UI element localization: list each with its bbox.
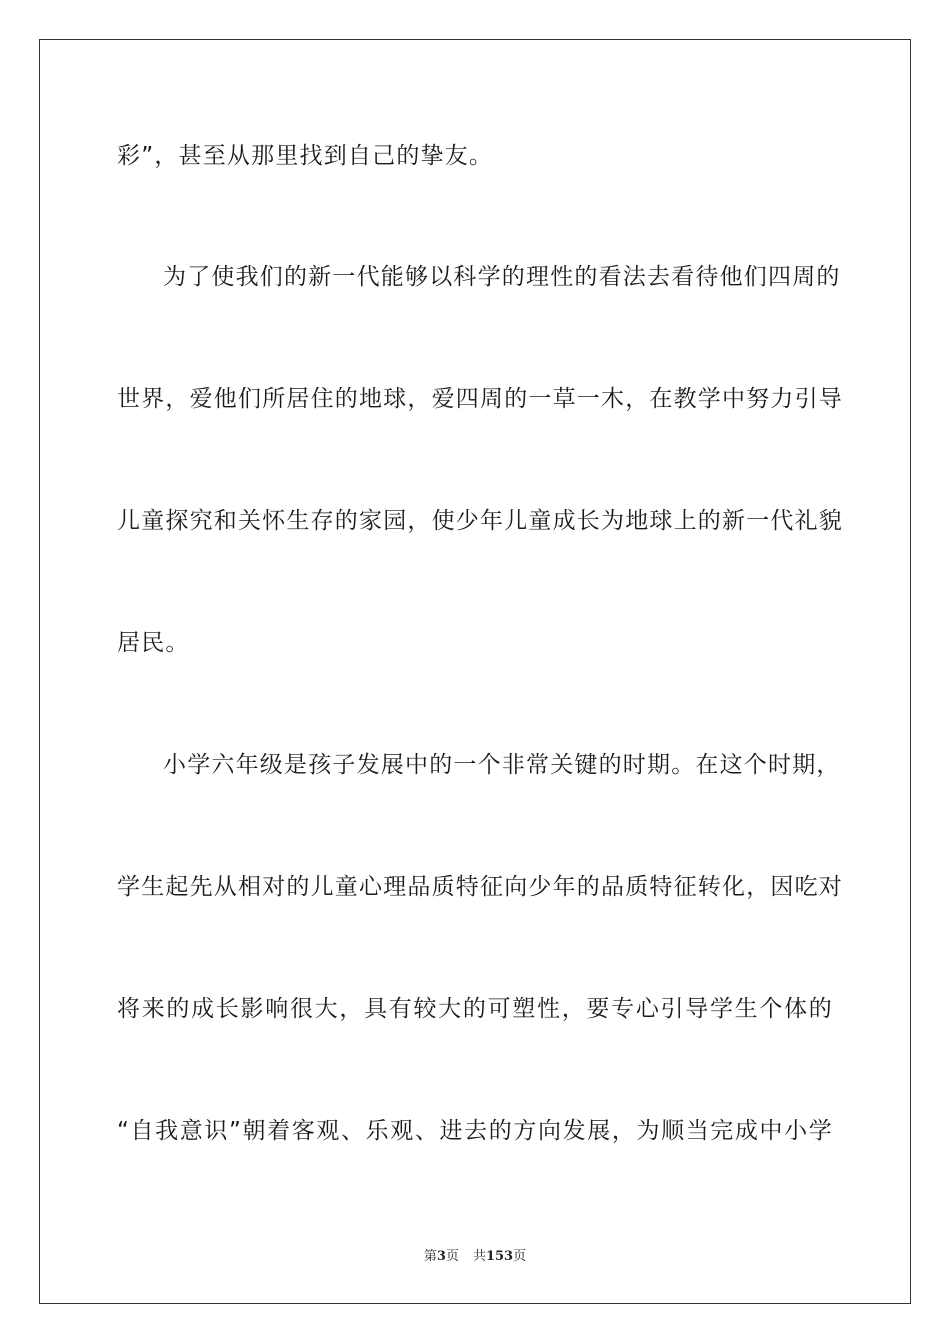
page-prefix: 第 [423, 1249, 437, 1264]
text-line-3: 世界，爱他们所居住的地球，爱四周的一草一木，在教学中努力引导 [117, 386, 843, 412]
page-number: 3 [436, 1249, 446, 1264]
total-pages: 153 [485, 1249, 514, 1264]
page-suffix: 页 [445, 1249, 459, 1264]
page-footer [0, 1248, 950, 1266]
text-line-6: 小学六年级是孩子发展中的一个非常关键的时期。在这个时期， [163, 752, 841, 778]
text-line-4: 儿童探究和关怀生存的家园，使少年儿童成长为地球上的新一代礼貌 [117, 508, 843, 534]
text-line-9: “自我意识”朝着客观、乐观、进去的方向发展，为顺当完成中小学 [117, 1118, 833, 1144]
text-line-7: 学生起先从相对的儿童心理品质特征向少年的品质特征转化，因吃对 [117, 874, 843, 900]
text-line-1: 彩”，甚至从那里找到自己的挚友。 [117, 143, 494, 169]
total-suffix: 页 [513, 1249, 527, 1264]
text-line-5: 居民。 [117, 630, 190, 656]
text-line-8: 将来的成长影响很大，具有较大的可塑性，要专心引导学生个体的 [117, 996, 833, 1022]
page-frame [39, 39, 911, 1304]
text-line-2: 为了使我们的新一代能够以科学的理性的看法去看待他们四周的 [163, 264, 841, 290]
total-prefix: 共 [472, 1249, 486, 1264]
